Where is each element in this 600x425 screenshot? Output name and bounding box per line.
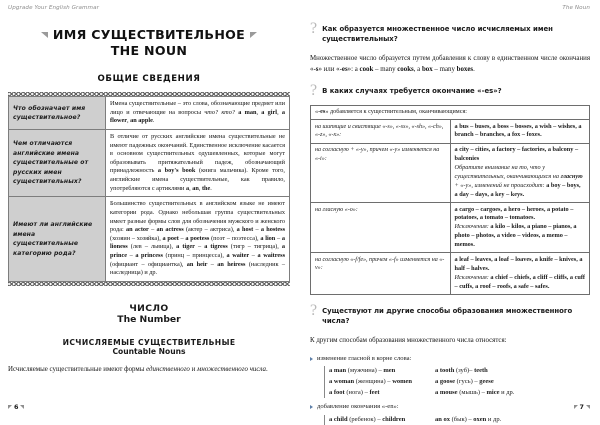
triangle-right-icon — [250, 32, 257, 38]
table-row — [311, 120, 590, 144]
example-column: a man (мужчина) – men a woman (женщина) – women a foot (нога) – feet — [329, 367, 413, 396]
example-column: an ox (бык) – oxen и др. — [435, 415, 502, 423]
question-block-3 — [310, 301, 590, 327]
chapter-title-ru-text: ИМЯ СУЩЕСТВИТЕЛЬНОЕ — [52, 27, 246, 42]
folio-left-number: 6 — [14, 403, 19, 411]
rule-condition-cell: на гласную «-o»: — [311, 203, 451, 253]
example-column: a tooth (зуб)– teeth a goose (гусь) – geese a mouse (мышь) – mice и др. — [435, 367, 515, 396]
rule-condition-cell: на согласную + «-y», причем «-y» изменяется на «-i»: — [311, 143, 451, 202]
qa-answer-cell: Имена существительные – это слова, обозначающие предмет или лицо и отвечающие на вопросы что? кто? a man, a girl, a flower, an apple. — [106, 97, 290, 130]
rule-examples-cell: a bus – buses, a boss – bosses, a wish – wishes, a branch – branches, a fox – foxes. — [450, 120, 590, 144]
question-3-text: Существуют ли другие способы образования множественного числа? — [322, 306, 573, 326]
heading-number-ru: ЧИСЛО — [129, 302, 169, 314]
qa-answer-cell: В отличие от русских английские имена существительные не имеют падежных окончаний. Единственное исключение касается в основном существительных одушевленных, которые могут образовывать притяжательный падеж, обозначающий принадлежность a boy's book (книга мальчика). Кроме того, английские имена существительные, как правило, употребляются с артиклями a, an, the. — [106, 129, 290, 196]
table-row — [9, 97, 290, 130]
qa-table — [8, 96, 290, 282]
rule-examples-cell: a cargo – cargoes, a hero – heroes, a potato – potatoes, a tomato – tomatoes. Исключения: a kilo – kilos, a piano – pianos, a photo – photos, a video – videos, a memo – memos. — [450, 203, 590, 253]
running-head-left: Upgrade Your English Grammar — [8, 5, 100, 11]
rule-condition-cell: на согласную «-f/fe», причем «-f» изменяется на «-v»: — [311, 253, 451, 295]
running-head-right: The Noun — [562, 5, 590, 11]
qa-answer-cell: Большинство существительных в английском языке не имеют категории рода. Однако небольшая группа существительных имеет разные формы слов для обозначения мужского и женского рода: an actor – an actress (актер – актриса), a host – a hostess (хозяин – хозяйка), a poet – a poetess (поэт – поэтесса), a lion – a lioness (лев – львица), a tiger – a tigress (тигр – тигрица), a prince – a princess (принц – принцесса), a waiter – a waitress (официант – официантка), an heir – an heiress (наследник – наследница) и др. — [106, 197, 290, 282]
folio-triangle-left-icon — [574, 405, 578, 409]
answer-3-paragraph: К другим способам образования множественного числа относятся: — [310, 336, 507, 344]
example-group — [324, 366, 590, 398]
example-group — [324, 415, 590, 425]
folio-left — [8, 403, 24, 411]
table-row — [9, 197, 290, 282]
example-column: a child (ребенок) – children — [329, 415, 406, 423]
table-row — [311, 253, 590, 295]
qa-table-frame — [8, 92, 290, 286]
triangle-left-icon — [41, 32, 48, 38]
question-mark-icon: ? — [310, 82, 318, 100]
question-block-2 — [310, 82, 590, 100]
rule-condition-cell: на шипящие и свистящие «-s», «-ss», «-sh», «-ch», «-z», «-x»: — [311, 120, 451, 144]
folio-right-number: 7 — [579, 403, 584, 411]
heading-countable-en: Countable Nouns — [112, 346, 186, 356]
other-plural-list — [310, 354, 590, 425]
chapter-title-en: THE NOUN — [110, 43, 188, 58]
heading-countable-ru: ИСЧИСЛЯЕМЫЕ СУЩЕСТВИТЕЛЬНЫЕ — [62, 337, 236, 347]
table-header-row — [311, 105, 590, 119]
arrow-bullet-icon — [310, 405, 313, 409]
table-row — [311, 143, 590, 202]
chapter-title-ru — [8, 27, 290, 42]
countable-paragraph: Исчисляемые существительные имеют формы единственного и множественного числа. — [8, 365, 268, 373]
rules-table-header: «-es» добавляется к существительным, оканчивающимся: — [311, 105, 590, 119]
question-block-1 — [310, 20, 590, 45]
rule-examples-cell: a leaf – leaves, a loaf – loaves, a knife – knives, a half – halves. Исключения: a chief – chiefs, a cliff – cliffs, a cuff – cuffs, a roof – roofs, a safe – safes. — [450, 253, 590, 295]
heading-number-en: The Number — [117, 313, 181, 325]
answer-1-paragraph: Множественное число образуется путем добавления к слову в единственном числе окончания «-s» или «-es»: a cook – many cooks, a box – many boxes. — [310, 54, 590, 73]
table-row — [311, 203, 590, 253]
question-2-text: В каких случаях требуется окончание «-es»? — [322, 87, 502, 96]
bullet-label: добавление окончания «-en»: — [317, 403, 399, 411]
arrow-bullet-icon — [310, 357, 313, 361]
list-item — [310, 402, 590, 412]
qa-question-cell: Чем отличаются английские имена существительные от русских имен существительных? — [9, 129, 106, 196]
list-item — [310, 354, 590, 364]
qa-question-cell: Что обозначает имя существительное? — [9, 97, 106, 130]
left-page — [0, 0, 300, 416]
zigzag-border-bottom — [8, 282, 290, 286]
plural-rules-table — [310, 105, 590, 295]
question-mark-icon: ? — [310, 20, 318, 37]
folio-triangle-right-icon — [586, 405, 590, 409]
question-mark-icon: ? — [310, 301, 318, 319]
folio-triangle-right-icon — [20, 405, 24, 409]
folio-right — [574, 403, 590, 411]
table-row — [9, 129, 290, 196]
qa-question-cell: Имеют ли английские имена существительные категорию рода? — [9, 197, 106, 282]
rule-examples-cell: a city – cities, a factory – factories, a balcony – balconies Обратите внимание на то, что у существительных, оканчивающихся на гласную + «-y», изменений не происходит: a boy – boys, a day – days, a key – keys. — [450, 143, 590, 202]
bullet-label: изменение гласной в корне слова: — [317, 354, 412, 362]
right-page — [300, 0, 600, 423]
folio-triangle-left-icon — [8, 405, 12, 409]
section-title-general: ОБЩИЕ СВЕДЕНИЯ — [97, 74, 201, 84]
question-1-text: Как образуется множественное число исчисляемых имен существительных? — [322, 25, 553, 44]
